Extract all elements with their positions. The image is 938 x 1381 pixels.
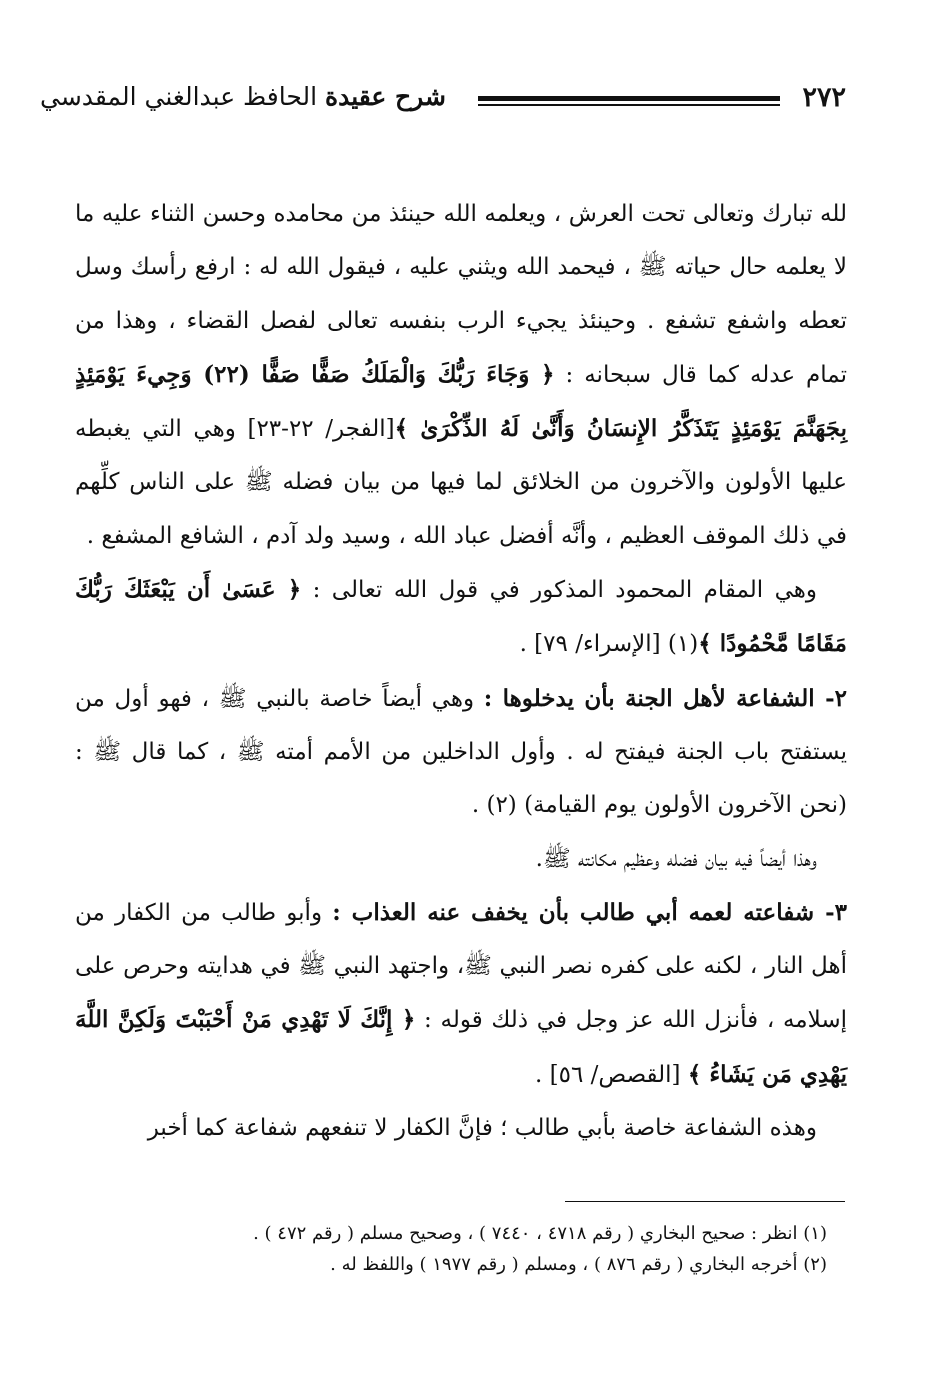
paragraph-6-text: وهذه الشفاعة خاصة بأبي طالب ؛ فإنَّ الكفار لا تنفعهم شفاعة كما أخبر [147,1115,817,1142]
paragraph-2-text: وهي المقام المحمود المذكور في قول الله تعالى : [301,577,817,604]
section-heading-2: ٢- الشفاعة لأهل الجنة بأن يدخلوها : [483,684,848,712]
paragraph-4-text: وهذا أيضاً فيه بيان فضله وعظيم مكانته ﷺ. [535,845,817,872]
paragraph-4 [75,833,847,886]
verse-reference-isra: (١) [الإسراء/ ٧٩] . [519,631,699,658]
paragraph-1-text: لله تبارك وتعالى تحت العرش ، ويعلمه الله حينئذ من محامده وحسن الثناء عليه ما لا يعلمه حال حياته ﷺ ، فيحمد الله ويثني عليه ، فيقول الله له : ارفع رأسك وسل تعطه واشفع تشفع . وحينئذ يجيء الرب بنفسه تعالى لفصل القضاء ، وهذا من تمام عدله كما قال سبحانه : [75,201,848,388]
paragraph-5 [75,886,847,1102]
quran-verse-fajr: ﴿ وَجَاءَ رَبُّكَ وَالْمَلَكُ صَفًّا صَفًّا (٢٢) وَجِيءَ يَوْمَئِذٍ بِجَهَنَّمَ يَوْمَئِذٍ يَتَذَكَّرُ الإِنسَانُ وَأَنَّىٰ لَهُ الذِّكْرَىٰ ﴾ [75,360,847,443]
section-heading-3: ٣- شفاعته لعمه أبي طالب بأن يخفف عنه العذاب : [332,898,847,926]
footnotes [75,1218,827,1280]
header-rule [478,96,780,106]
footnote-separator [565,1201,845,1202]
main-text [75,188,847,1155]
paragraph-6 [75,1102,847,1155]
quran-verse-isra: ﴿ عَسَىٰ أَن يَبْعَثَكَ رَبُّكَ مَقَامًا مَّحْمُودًا ﴾ [75,576,847,658]
verse-reference-fajr: [الفجر/ ٢٢-٢٣] [247,416,395,443]
book-title-rest: الحافظ عبدالغني المقدسي [40,82,318,111]
footnote-1: (١) انظر : صحيح البخاري ( رقم ٤٧١٨ ، ٧٤٤٠ ) ، وصحيح مسلم ( رقم ٤٧٢ ) . [253,1223,827,1244]
paragraph-1-continuation: وهي التي يغبطه عليها الأولون والآخرون من الخلائق لما فيها من بيان فضله ﷺ على الناس كلِّهم في ذلك الموقف العظيم ، وأنَّه أفضل عباد الله ، وسيد ولد آدم ، الشافع المشفع . [75,416,847,549]
paragraph-3-text: وهي أيضاً خاصة بالنبي ﷺ ، فهو أول من يستفتح باب الجنة فيفتح له . وأول الداخلين من الأمم أمته ﷺ ، كما قال ﷺ : (نحن الآخرون الأولون يوم القيامة) (٢) . [75,685,847,819]
footnote-2: (٢) أخرجه البخاري ( رقم ٨٧٦ ) ، ومسلم ( رقم ١٩٧٧ ) واللفظ له . [330,1254,827,1275]
paragraph-2 [75,563,847,672]
page-number: ٢٧٢ [802,82,846,113]
paragraph-3 [75,672,847,833]
book-title-bold: شرح عقيدة [325,82,446,111]
paragraph-1 [75,188,847,563]
quran-verse-qasas: ﴿ إِنَّكَ لَا تَهْدِي مَنْ أَحْبَبْتَ وَلَكِنَّ اللَّهَ يَهْدِي مَن يَشَاءُ ﴾ [75,1006,847,1088]
book-title [40,82,446,111]
verse-reference-qasas: [القصص/ ٥٦] . [535,1061,688,1088]
running-header [40,82,846,122]
paragraph-5-text: وأبو طالب من الكفار من أهل النار ، لكنه على كفره نصر النبي ﷺ، واجتهد النبي ﷺ في هدايته وحرص على إسلامه ، فأنزل الله عز وجل في ذلك قوله : [75,899,848,1034]
